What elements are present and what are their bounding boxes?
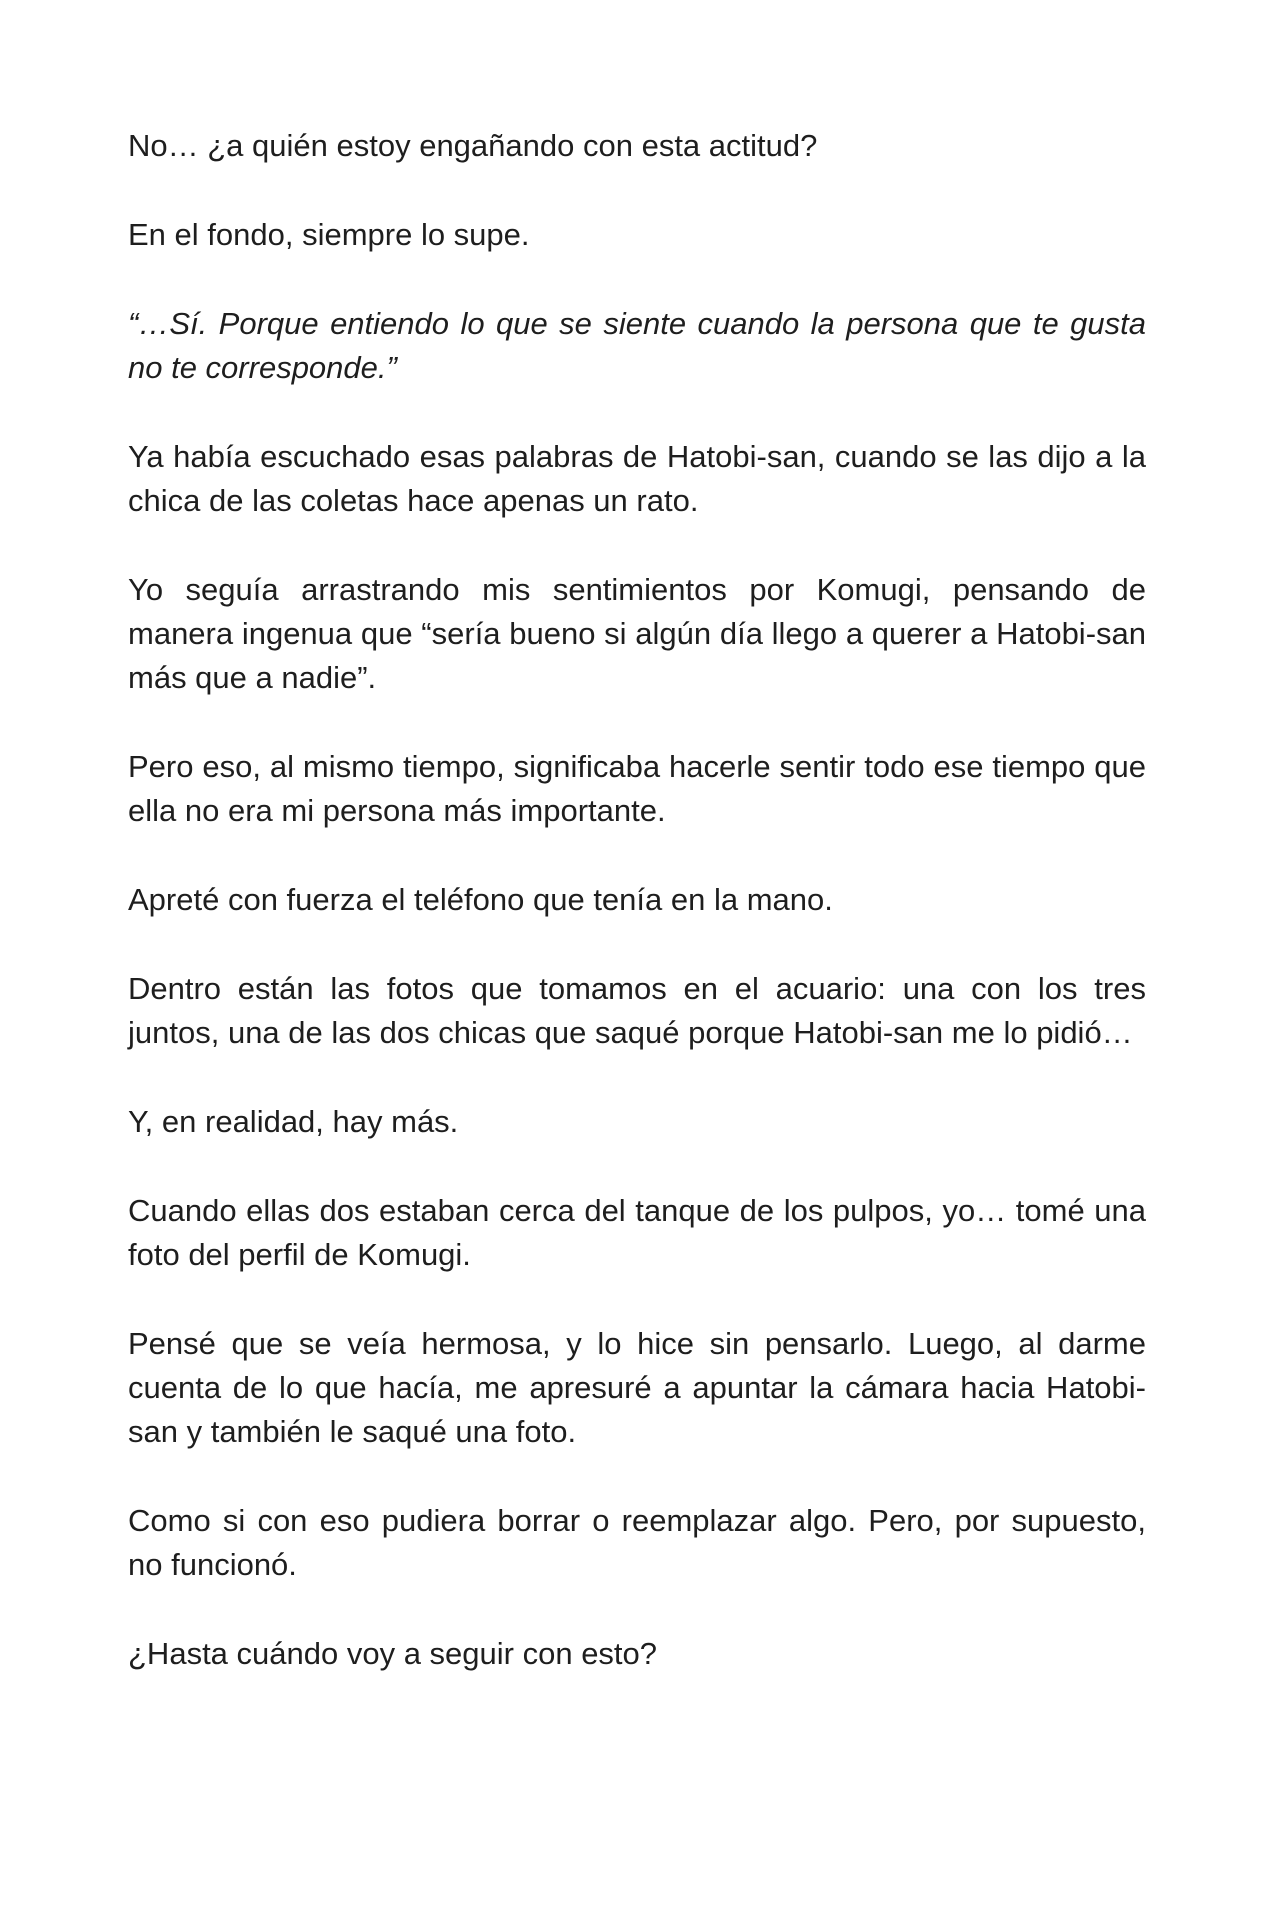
paragraph: Apreté con fuerza el teléfono que tenía en la mano. [128, 882, 833, 917]
document-page [128, 124, 1146, 1721]
paragraph: Ya había escuchado esas palabras de Hatobi-san, cuando se las dijo a la chica de las coletas hace apenas un rato. [128, 439, 1146, 518]
paragraph: Yo seguía arrastrando mis sentimientos por Komugi, pensando de manera ingenua que “sería bueno si algún día llego a querer a Hatobi-san más que a nadie”. [128, 572, 1146, 695]
paragraph: Pensé que se veía hermosa, y lo hice sin pensarlo. Luego, al darme cuenta de lo que hacía, me apresuré a apuntar la cámara hacia Hatobi-san y también le saqué una foto. [128, 1326, 1146, 1449]
paragraph: Dentro están las fotos que tomamos en el acuario: una con los tres juntos, una de las dos chicas que saqué porque Hatobi-san me lo pidió… [128, 971, 1146, 1050]
paragraph: Y, en realidad, hay más. [128, 1104, 459, 1139]
paragraph: Como si con eso pudiera borrar o reemplazar algo. Pero, por supuesto, no funcionó. [128, 1503, 1146, 1582]
paragraph: No… ¿a quién estoy engañando con esta actitud? [128, 128, 818, 163]
paragraph: Cuando ellas dos estaban cerca del tanque de los pulpos, yo… tomé una foto del perfil de Komugi. [128, 1193, 1146, 1272]
quoted-paragraph: “…Sí. Porque entiendo lo que se siente cuando la persona que te gusta no te corresponde.” [128, 306, 1146, 385]
paragraph: ¿Hasta cuándo voy a seguir con esto? [128, 1636, 658, 1671]
paragraph: Pero eso, al mismo tiempo, significaba hacerle sentir todo ese tiempo que ella no era mi persona más importante. [128, 749, 1146, 828]
paragraph: En el fondo, siempre lo supe. [128, 217, 530, 252]
